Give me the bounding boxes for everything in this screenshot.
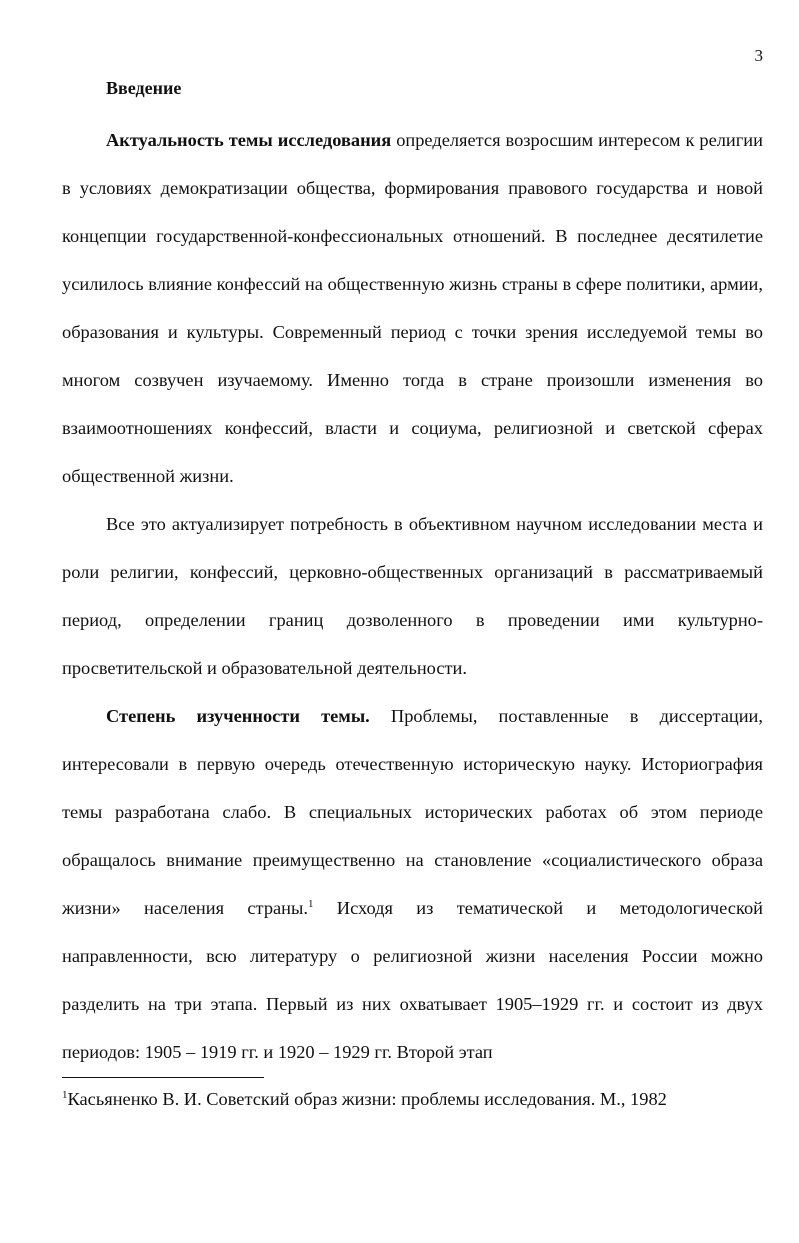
paragraph-study-degree-text: Проблемы, поставленные в диссертации, интересовали в первую очередь отечественную историческую науку. Историография темы разработана слабо. В специальных исторических работах об этом периоде обращалось внимание преимущественно на становление «социалистического образа жизни» населения страны. <box>62 706 763 918</box>
paragraph-study-degree-text-continued: Исходя из тематической и методологической направленности, всю литературу о религиозной жизни населения России можно разделить на три этапа. Первый из них охватывает 1905–1929 гг. и состоит из двух периодов: 1905 – 1919 гг. и 1920 – 1929 гг. Второй этап <box>62 898 763 1062</box>
page-number: 3 <box>754 46 763 65</box>
footnote-marker: 1 <box>62 1088 68 1101</box>
paragraph-study-degree <box>62 692 763 1076</box>
body-text <box>62 116 763 1076</box>
paragraph-actualization <box>62 500 763 692</box>
paragraph-actualization-text: Все это актуализирует потребность в объективном научном исследовании места и роли религии, конфессий, церковно-общественных организаций в рассматриваемый период, определении границ дозволенного в проведении ими культурно-просветительской и образовательной деятельности. <box>62 514 763 678</box>
paragraph-study-degree-lead: Степень изученности темы. <box>106 706 370 726</box>
footnote-divider <box>62 1077 264 1078</box>
footnote-reference: 1 <box>307 897 314 910</box>
paragraph-relevance-text: определяется возросшим интересом к религии в условиях демократизации общества, формирования правового государства и новой концепции государственной-конфессиональных отношений. В последнее десятилетие усилилось влияние конфессий на общественную жизнь страны в сфере политики, армии, образования и культуры. Современный период с точки зрения исследуемой темы во многом созвучен изучаемому. Именно тогда в стране произошли изменения во взаимоотношениях конфессий, власти и социума, религиозной и светской сферах общественной жизни. <box>62 130 763 486</box>
paragraph-relevance <box>62 116 763 500</box>
section-heading: Введение <box>106 78 182 98</box>
paragraph-relevance-lead: Актуальность темы исследования <box>106 130 392 150</box>
footnote <box>62 1087 763 1111</box>
footnote-text: Касьяненко В. И. Советский образ жизни: проблемы исследования. М., 1982 <box>67 1089 667 1109</box>
